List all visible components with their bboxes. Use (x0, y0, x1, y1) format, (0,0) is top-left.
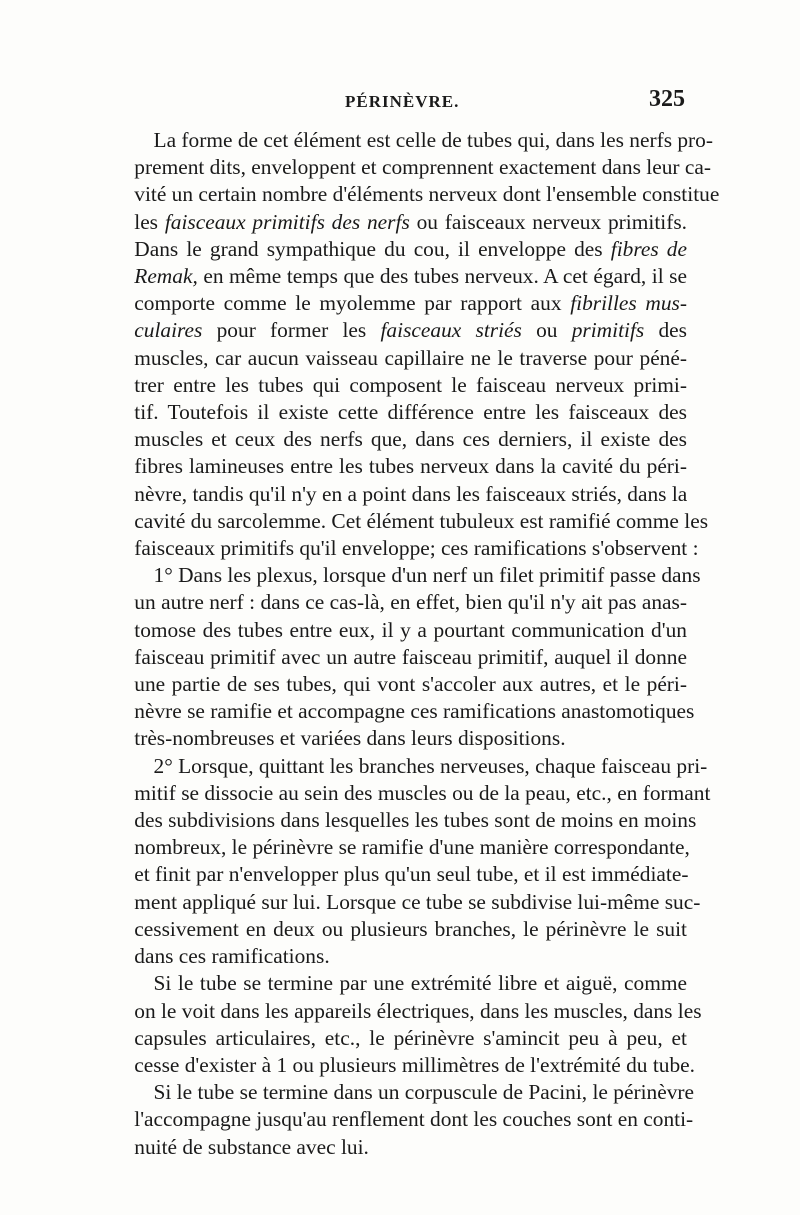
text-line: dans ces ramifications. (134, 944, 330, 969)
text-line: nèvre se ramifie et accompagne ces ramifications anastomotiques (134, 699, 695, 724)
text-line: 1° Dans les plexus, lorsque d'un nerf un filet primitif passe dans (153, 563, 701, 588)
text-line: les faisceaux primitifs des nerfs ou faisceaux nerveux primitifs. (134, 209, 688, 234)
text-line: Si le tube se termine dans un corpuscule de Pacini, le périnèvre (153, 1080, 695, 1105)
page-header (115, 86, 685, 116)
text-line: muscles et ceux des nerfs que, dans ces derniers, il existe des (134, 427, 687, 452)
text-line: Si le tube se termine par une extrémité libre et aiguë, comme (153, 971, 687, 996)
text-line: La forme de cet élément est celle de tubes qui, dans les nerfs pro- (153, 128, 713, 152)
text-line: Remak, en même temps que des tubes nerveux. A cet égard, il se (134, 264, 687, 289)
text-line: prement dits, enveloppent et comprennent exactement dans leur ca- (134, 155, 711, 180)
text-line: mitif se dissocie au sein des muscles ou de la peau, etc., en formant (134, 780, 711, 805)
running-title: PÉRINÈVRE. (345, 92, 460, 111)
text-line: muscles, car aucun vaisseau capillaire ne le traverse pour péné- (134, 345, 687, 370)
text-line: culaires pour former les faisceaux striés ou primitifs des (134, 318, 687, 343)
text-line: faisceaux primitifs qu'il enveloppe; ces ramifications s'observent : (134, 536, 699, 561)
text-line: une partie de ses tubes, qui vont s'accoler aux autres, et le péri- (134, 672, 687, 697)
text-line: trer entre les tubes qui composent le faisceau nerveux primi- (134, 372, 687, 397)
paragraph-pacini (115, 1079, 695, 1161)
text-line: faisceau primitif avec un autre faisceau primitif, auquel il donne (134, 644, 687, 669)
paragraph-plexus (115, 562, 701, 752)
text-line: on le voit dans les appareils électriques, dans les muscles, dans les (134, 998, 702, 1023)
text-line: comporte comme le myolemme par rapport aux fibrilles mus- (134, 291, 687, 316)
text-line: Dans le grand sympathique du cou, il enveloppe des fibres de (134, 236, 687, 261)
body-text (115, 127, 720, 1161)
text-line: vité un certain nombre d'éléments nerveux dont l'ensemble constitue (134, 182, 720, 207)
text-line: cesse d'exister à 1 ou plusieurs millimètres de l'extrémité du tube. (134, 1052, 695, 1077)
text-line: et finit par n'envelopper plus qu'un seul tube, et il est immédiate- (134, 862, 689, 887)
paragraph-free-end (115, 970, 702, 1079)
text-line: ment appliqué sur lui. Lorsque ce tube se subdivise lui-même suc- (134, 889, 701, 914)
text-line: cessivement en deux ou plusieurs branches, le périnèvre le suit (134, 916, 687, 941)
text-line: nombreux, le périnèvre se ramifie d'une manière correspondante, (134, 835, 690, 860)
text-line: cavité du sarcolemme. Cet élément tubuleux est ramifié comme les (134, 508, 709, 533)
text-line: capsules articulaires, etc., le périnèvre s'amincit peu à peu, et (134, 1025, 687, 1050)
paragraph-perinevre-form (115, 127, 720, 562)
page-number: 325 (649, 86, 685, 112)
text-line: nèvre, tandis qu'il n'y en a point dans les faisceaux striés, dans la (134, 481, 688, 506)
text-line: des subdivisions dans lesquelles les tubes sont de moins en moins (134, 808, 697, 833)
text-line: tif. Toutefois il existe cette différence entre les faisceaux des (134, 400, 687, 425)
text-line: très-nombreuses et variées dans leurs dispositions. (134, 726, 566, 751)
text-line: fibres lamineuses entre les tubes nerveux dans la cavité du péri- (134, 454, 687, 479)
text-line: l'accompagne jusqu'au renflement dont les couches sont en conti- (134, 1107, 694, 1132)
text-line: 2° Lorsque, quittant les branches nerveuses, chaque faisceau pri- (153, 753, 708, 778)
text-line: tomose des tubes entre eux, il y a pourtant communication d'un (134, 617, 687, 642)
text-line: un autre nerf : dans ce cas-là, en effet, bien qu'il n'y ait pas anas- (134, 590, 687, 615)
text-line: nuité de substance avec lui. (134, 1134, 369, 1159)
paragraph-branches (115, 753, 711, 971)
